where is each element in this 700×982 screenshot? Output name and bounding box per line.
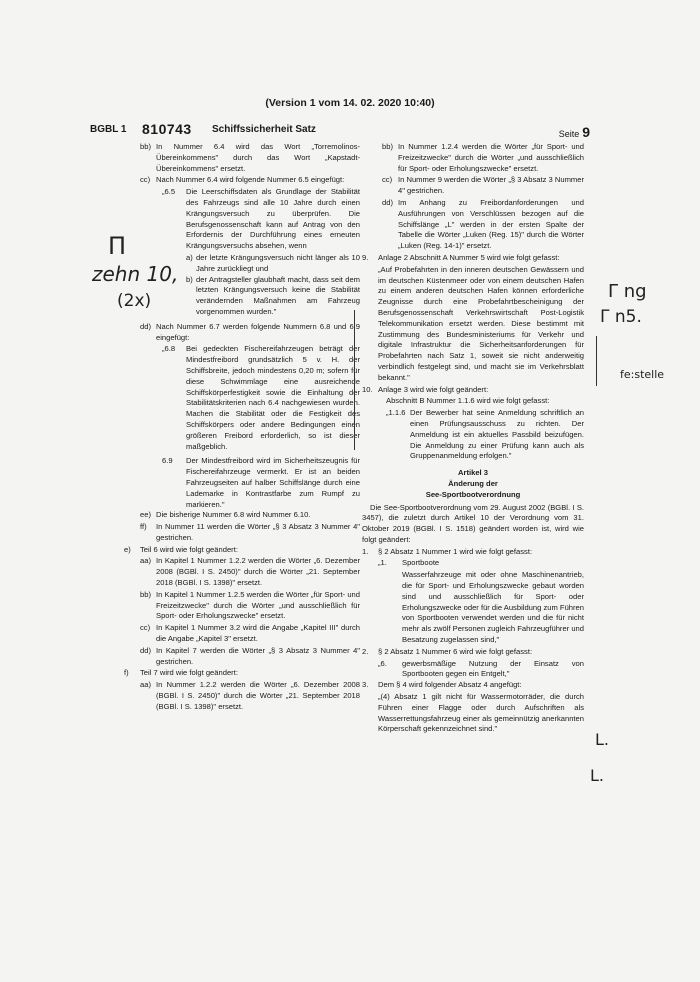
quote-sportboote bbox=[362, 558, 584, 646]
item-label: cc) bbox=[382, 175, 393, 185]
quote-text: gewerbsmäßige Nutzung der Einsatz von Sportbooten gegen ein Entgelt," bbox=[402, 658, 584, 679]
item-label: bb) bbox=[382, 142, 393, 151]
header-page-number: 9 bbox=[582, 124, 590, 140]
item-label: e) bbox=[124, 544, 131, 554]
article-3-subtitle-line1: Änderung der bbox=[448, 478, 498, 488]
item-e bbox=[120, 545, 360, 556]
right-column bbox=[362, 142, 584, 736]
article-3-subtitle bbox=[362, 479, 584, 501]
quote-text: Der Mindestfreibord wird im Sicherheitszeugnis für Fischereifahrzeuge vermerkt. Er ist an beiden Fahrzeugseiten auf halber Schiffslänge durch eine Lademarke in Kontrastfarbe zum Rumpf zu markieren." bbox=[186, 456, 360, 509]
quote-label: „6.8 bbox=[162, 344, 176, 354]
quote-body bbox=[186, 187, 360, 318]
item-label: 9. bbox=[362, 252, 369, 262]
header-page-label: Seite bbox=[558, 129, 580, 139]
item-ee bbox=[120, 510, 360, 521]
item-cc bbox=[362, 175, 584, 197]
item-label: bb) bbox=[140, 589, 151, 599]
quote-item-text: der letzte Krängungsversuch nicht länger als 10 Jahre zurückliegt und bbox=[196, 252, 360, 273]
quote-text: Bei gedeckten Fischereifahrzeugen beträgt der Mindestfreibord grundsätzlich 5 v. H. der Schiffsbreite, jedoch mindestens 0,20 m; sofern für diese Schwimmlage eine ausreichende Schiffskörperfestigkeit sowie die Einhaltung der Stabilitätskriterien nach 6.4 nachgewiesen wurden. Machen die Stabilität oder die Festigkeit des Schiffskörpers oder andere Bedingungen einen größeren Freibord erforderlich, so ist dieser maßgeblich. bbox=[186, 344, 360, 451]
quote-item-text: der Antragsteller glaubhaft macht, dass seit dem letzten Krängungsversuch keine die Stabilität verändernden Maßnahmen am Fahrzeug vorgenommen wurden." bbox=[196, 274, 360, 316]
item-text: In Nummer 11 werden die Wörter „§ 3 Absatz 3 Nummer 4" gestrichen. bbox=[156, 522, 360, 542]
handwritten-note: fe:stelle bbox=[620, 368, 665, 381]
handwritten-note: L. bbox=[590, 766, 604, 785]
handwritten-note: Γ ng bbox=[608, 281, 647, 302]
item-ff bbox=[120, 522, 360, 544]
quote-body bbox=[402, 558, 584, 646]
item-f-aa bbox=[120, 680, 360, 712]
item-label: aa) bbox=[140, 556, 151, 566]
item-label: ee) bbox=[140, 510, 151, 520]
item-text: Nach Nummer 6.4 wird folgende Nummer 6.5 eingefügt: bbox=[156, 175, 345, 185]
quote-text: Der Bewerber hat seine Anmeldung schriftlich an einen Prüfungsausschuss zu richten. Der Anmeldung ist ein aktuelles Passbild beizufügen. Die Anmeldung zu einer Prüfung kann auch als Gruppenanmeldung erfolgen." bbox=[410, 408, 584, 461]
article-3-title: Artikel 3 bbox=[458, 468, 488, 478]
quote-item-b bbox=[186, 275, 360, 318]
header-number: 810743 bbox=[142, 121, 192, 137]
quote-label: „6.5 bbox=[162, 187, 176, 197]
item-2 bbox=[362, 647, 584, 658]
handwritten-note: L. bbox=[595, 730, 609, 749]
quote-title: Sportboote bbox=[402, 558, 440, 568]
header-bgbl: BGBL 1 bbox=[90, 124, 127, 135]
item-text: Im Anhang zu Freibordanforderungen und Ausführungen von Verschlüssen bezogen auf die Schiffslänge „L" werden in der ersten Spalte der Tabelle die Wörter „Luken (Reg. 15)" durch die Wörter „Luken (Reg. 14-1)" ersetzt. bbox=[398, 197, 584, 251]
item-label: aa) bbox=[140, 680, 151, 690]
item-text: In Nummer 9 werden die Wörter „§ 3 Absatz 3 Nummer 4" gestrichen. bbox=[398, 175, 584, 196]
quote-text: Die Leerschiffsdaten als Grundlage der Stabilität des Fahrzeugs sind alle 10 Jahre durch einen Krängungsversuch zu überprüfen. Die Berufsgenossenschaft kann auf Antrag von den Erfordernis der Durchführung eines erneuten Krängungsversuchs absehen, wenn bbox=[186, 187, 360, 251]
item-text: In Kapitel 1 Nummer 1.2.5 werden die Wörter „für Sport- und Freizeitzwecke" durch die Wörter „und ausschließlich für Sport- oder Erholungszwecke" ersetzt. bbox=[156, 589, 360, 621]
item-f bbox=[120, 668, 360, 679]
item-text: § 2 Absatz 1 Nummer 1 wird wie folgt gefasst: bbox=[378, 546, 533, 556]
header-title: Schiffssicherheit Satz bbox=[212, 124, 316, 135]
item-text: In Nummer 6.4 wird das Wort „Torremolinos-Übereinkommens" durch das Wort „Kapstadt-Übereinkommens" ersetzt. bbox=[156, 142, 360, 173]
item-label: 10. bbox=[362, 384, 373, 394]
item-1 bbox=[362, 547, 584, 558]
item-text: Die bisherige Nummer 6.8 wird Nummer 6.10. bbox=[156, 510, 311, 520]
article-3-intro: Die See-Sportbootverordnung vom 29. August 2002 (BGBl. I S. 3457), die zuletzt durch Artikel 10 der Verordnung vom 31. Oktober 2019 (BGBl. I S. 1518) geändert worden ist, wird wie folgt geändert: bbox=[362, 502, 584, 544]
margin-bar bbox=[354, 310, 355, 450]
quote-6-9 bbox=[120, 456, 360, 510]
item-bb bbox=[362, 142, 584, 174]
item-label: dd) bbox=[140, 321, 151, 331]
header-page bbox=[559, 124, 590, 140]
quote-6-5 bbox=[120, 187, 360, 318]
item-e-aa bbox=[120, 556, 360, 588]
item-text: Anlage 2 Abschnitt A Nummer 5 wird wie folgt gefasst: bbox=[378, 252, 560, 262]
item-label: dd) bbox=[140, 645, 151, 655]
item-9 bbox=[362, 253, 584, 264]
item-text: Teil 7 wird wie folgt geändert: bbox=[140, 668, 238, 678]
item-text: In Kapitel 1 Nummer 3.2 wird die Angabe „Kapitel III" durch die Angabe „Kapitel 3" ersetzt. bbox=[156, 623, 360, 644]
item-label: 1. bbox=[362, 546, 369, 556]
item-bb bbox=[120, 142, 360, 174]
item-text: In Kapitel 7 werden die Wörter „§ 3 Absatz 3 Nummer 4" gestrichen. bbox=[156, 645, 360, 666]
handwritten-note: (2x) bbox=[117, 291, 152, 311]
item-dd bbox=[362, 198, 584, 252]
version-line: (Version 1 vom 14. 02. 2020 10:40) bbox=[265, 97, 435, 109]
item-label: dd) bbox=[382, 197, 393, 207]
page-header bbox=[90, 121, 590, 139]
quote-absatz-4: „(4) Absatz 1 gilt nicht für Wassermotorräder, die durch Führen einer Flagge oder durch Aufschriften als Wasserrettungsfahrzeug einer als gemeinnützig anerkannten Körperschaft gekennzeichnet sind." bbox=[378, 692, 584, 734]
left-column bbox=[120, 142, 360, 714]
item-cc bbox=[120, 175, 360, 186]
quote-item-label: b) bbox=[186, 274, 193, 284]
quote-label: „1. bbox=[378, 558, 387, 568]
item-label: ff) bbox=[140, 522, 147, 532]
quote-label: „1.1.6 bbox=[386, 408, 406, 418]
item-label: 2. bbox=[362, 646, 369, 656]
item-e-dd bbox=[120, 646, 360, 668]
article-3-subtitle-line2: See-Sportbootverordnung bbox=[425, 489, 521, 499]
quote-6-8 bbox=[120, 344, 360, 452]
item-text: Anlage 3 wird wie folgt geändert: bbox=[378, 384, 489, 394]
quote-anlage-2: „Auf Probefahrten in den inneren deutschen Gewässern und im deutschen Küstenmeer oder von einem deutschen Hafen zu einem anderen deutschen Hafen können erforderliche Zeugnisse durch eine Probefahrtbescheinigung der Berufsgenossenschaft Verkehrswirtschaft Post-Logistik Telekommunikation ersetzt werden. Diese bestimmt mit Zustimmung des Bundesministeriums für Verkehr und digitale Infrastruktur die Sicherheitsanforderungen für Probefahrten nach Satz 1, soweit sie nicht anderweitig verbindlich festgelegt sind, und macht sie im Verkehrsblatt bekannt." bbox=[378, 264, 584, 382]
item-label: bb) bbox=[140, 142, 151, 151]
quote-item-a bbox=[186, 253, 360, 275]
item-dd bbox=[120, 322, 360, 344]
item-e-cc bbox=[120, 623, 360, 645]
item-label: 3. bbox=[362, 680, 369, 690]
quote-nutzung bbox=[362, 659, 584, 681]
item-text: Nach Nummer 6.7 werden folgende Nummern 6.8 und 6.9 eingefügt: bbox=[156, 321, 360, 342]
item-text: Teil 6 wird wie folgt geändert: bbox=[140, 544, 238, 554]
item-e-bb bbox=[120, 590, 360, 622]
item-text: § 2 Absatz 1 Nummer 6 wird wie folgt gefasst: bbox=[378, 646, 533, 656]
handwritten-note: Γ n5. bbox=[600, 307, 642, 327]
quote-1-1-6 bbox=[362, 408, 584, 462]
item-3 bbox=[362, 680, 584, 691]
item-text: Dem § 4 wird folgender Absatz 4 angefügt: bbox=[378, 680, 522, 690]
quote-text: Wasserfahrzeuge mit oder ohne Maschinenantrieb, die für Sport- und Erholungszwecke gebaut worden sind und ausschließlich für Sport- oder Erholungszwecke oder für die Ausbildung zum Führen von Sportbooten verwendet werden und die für nicht mehr als zwölf Personen zugleich Fahrzeugführer und Besatzung zugelassen sind," bbox=[402, 570, 584, 645]
item-text: In Kapitel 1 Nummer 1.2.2 werden die Wörter „6. Dezember 2008 (BGBl. I S. 2450)" durch die Wörter „21. September 2018 (BGBl. I S. 1398)" ersetzt. bbox=[156, 556, 360, 588]
item-label: f) bbox=[124, 668, 129, 678]
item-10 bbox=[362, 385, 584, 396]
item-text: In Nummer 1.2.4 werden die Wörter „für Sport- und Freizeitzwecke" durch die Wörter „und ausschließlich für Sport- oder Erholungszwecke" ersetzt. bbox=[398, 142, 584, 173]
quote-label: 6.9 bbox=[162, 456, 173, 466]
quote-item-label: a) bbox=[186, 252, 193, 262]
handwritten-note: zehn 10, bbox=[92, 262, 179, 286]
item-text: In Nummer 1.2.2 werden die Wörter „6. Dezember 2008 (BGBl. I S. 2450)" durch die Wörter „21. September 2018 (BGBl. I S. 1398)" ersetzt. bbox=[156, 680, 360, 711]
handwritten-note: П bbox=[108, 232, 127, 260]
item-10-subline: Abschnitt B Nummer 1.1.6 wird wie folgt gefasst: bbox=[386, 396, 550, 406]
item-label: cc) bbox=[140, 623, 151, 633]
item-label: cc) bbox=[140, 175, 151, 185]
quote-label: „6. bbox=[378, 658, 387, 668]
margin-brace bbox=[596, 336, 607, 386]
